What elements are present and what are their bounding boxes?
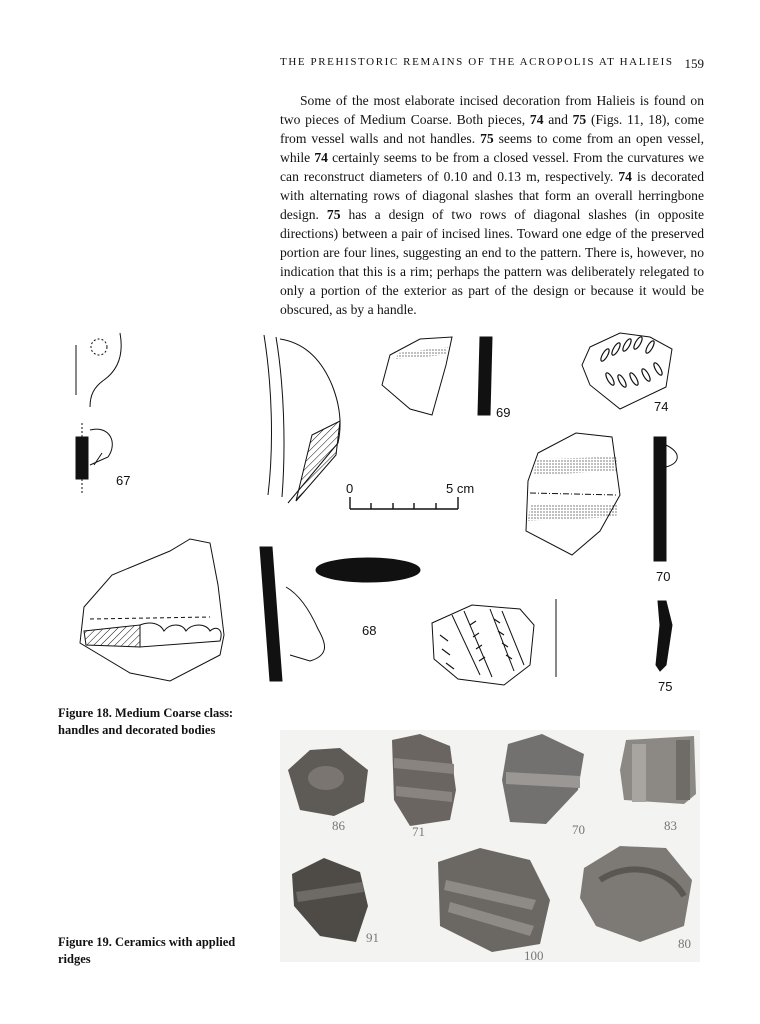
photo-label-100: 100: [524, 948, 544, 962]
sherd-70-drawing: [526, 433, 677, 561]
label-67: 67: [116, 473, 131, 488]
scale-start-label: 0: [346, 481, 354, 496]
sherd-69-drawing: [382, 337, 492, 415]
photo-label-71: 71: [412, 824, 425, 839]
catalog-ref: 74: [314, 150, 328, 165]
text-segment: (Figs. 11, 18), come from vessel walls and not handles.: [280, 112, 704, 146]
page-number: 159: [684, 56, 704, 71]
text-segment: certainly seems to be from a closed vessel. From the curvatures we can reconstruct diameters of 0.10 and 0.13 m, respectively.: [280, 150, 704, 184]
text-segment: seems to come from an open vessel, while: [280, 131, 704, 165]
figure-18-drawings: [60, 325, 720, 710]
photo-label-70: 70: [572, 822, 585, 837]
catalog-ref: 74: [529, 112, 544, 127]
text-segment: has a design of two rows of diagonal slashes (in opposite directions) between a pair of incised lines. Toward one edge of the preserved portion are four lines, suggesting an end to the pattern. There is, however, no indication that this is a rim; perhaps the pattern was deliberately relegated to only a portion of the exterior as part of the design or because it would be obscured, as by a handle.: [280, 207, 704, 317]
sherd-67-drawing: [76, 333, 121, 493]
sherd-large-drawing: [80, 539, 224, 681]
catalog-ref: 75: [480, 131, 494, 146]
sherd-profile-drawing: [264, 335, 340, 503]
scale-bar: [350, 497, 458, 509]
sherd-75-drawing: [432, 599, 672, 685]
catalog-ref: 74: [618, 169, 632, 184]
label-68: 68: [362, 623, 377, 638]
running-header: [280, 56, 704, 72]
label-70: 70: [656, 569, 671, 584]
figure-19-photo: [280, 730, 700, 962]
catalog-ref: 75: [572, 112, 587, 127]
caption-line: Figure 18. Medium Coarse class:: [58, 706, 234, 720]
text-segment: is decorated with alternating rows of diagonal slashes that form an overall herringbone design.: [280, 169, 704, 222]
text-segment: Some of the most elaborate incised decoration from Halieis is found on two pieces of Medium Coarse. Both pieces,: [280, 93, 704, 127]
caption-line: ridges: [58, 952, 91, 966]
photo-sherds: [288, 734, 696, 952]
photo-label-86: 86: [332, 818, 345, 833]
label-74: 74: [654, 399, 669, 414]
figure-18-caption: [58, 705, 258, 739]
photo-label-91: 91: [366, 930, 379, 945]
running-title: THE PREHISTORIC REMAINS OF THE ACROPOLIS AT HALIEIS: [280, 56, 674, 68]
sherd-68-drawing: [260, 547, 420, 681]
caption-line: Figure 19. Ceramics with applied: [58, 935, 236, 949]
catalog-ref: 75: [326, 207, 341, 222]
sherd-74-drawing: [582, 333, 672, 409]
photo-label-83: 83: [664, 818, 677, 833]
text-segment: and: [543, 112, 573, 127]
label-75: 75: [658, 679, 673, 694]
scale-end-label: 5 cm: [446, 481, 475, 496]
figure-19-caption: [58, 934, 258, 968]
body-paragraph: [280, 91, 704, 319]
photo-label-80: 80: [678, 936, 691, 951]
label-69: 69: [496, 405, 511, 420]
caption-line: handles and decorated bodies: [58, 723, 216, 737]
